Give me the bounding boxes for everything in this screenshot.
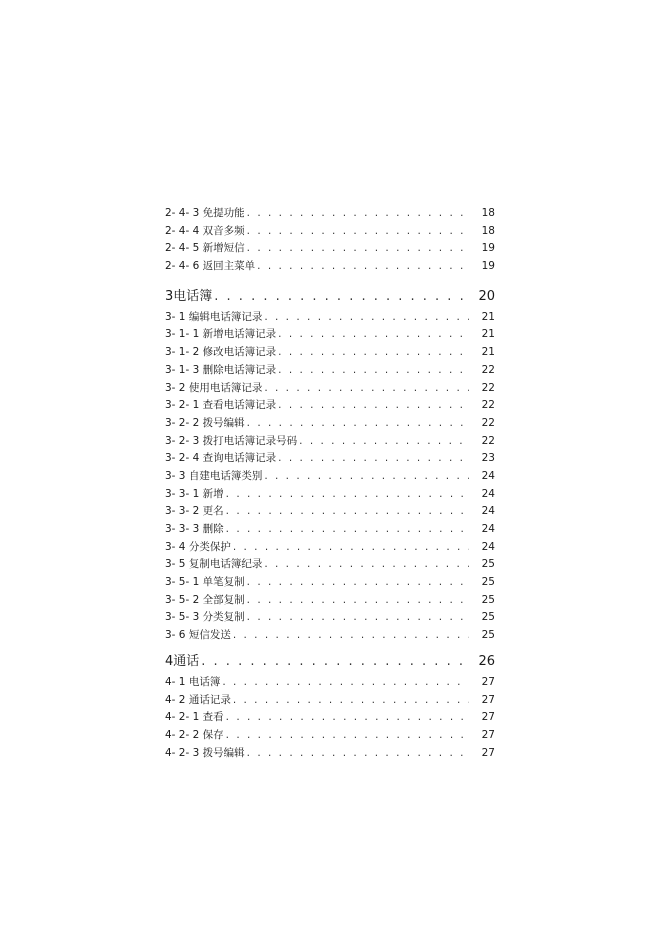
toc-entry-page: 25 bbox=[481, 593, 495, 606]
toc-entry-page: 22 bbox=[481, 434, 495, 447]
toc-entry-page: 19 bbox=[481, 260, 495, 273]
dot-leader bbox=[247, 609, 469, 627]
toc-entry-page: 24 bbox=[481, 523, 495, 535]
toc-entry-title: 2- 4- 5 新增短信 bbox=[165, 242, 245, 255]
toc-entry[interactable] bbox=[165, 205, 495, 223]
toc-chapter-entry[interactable] bbox=[165, 651, 495, 673]
toc-entry-title: 2- 4- 6 返回主菜单 bbox=[165, 260, 256, 273]
toc-entry[interactable] bbox=[165, 627, 495, 645]
toc-entry[interactable] bbox=[165, 380, 495, 398]
dot-leader bbox=[222, 674, 469, 692]
dot-leader bbox=[264, 309, 469, 327]
dot-leader bbox=[226, 486, 469, 504]
toc-entry-title: 3- 5- 3 分类复制 bbox=[165, 611, 245, 624]
toc-entry-page: 22 bbox=[481, 381, 495, 394]
dot-leader bbox=[247, 223, 469, 241]
toc-entry-page: 24 bbox=[481, 540, 495, 553]
dot-leader bbox=[278, 397, 469, 415]
table-of-contents bbox=[165, 205, 495, 762]
toc-entry[interactable] bbox=[165, 468, 495, 486]
toc-entry-title: 3- 5 复制电话簿纪录 bbox=[165, 558, 263, 571]
dot-leader bbox=[278, 344, 469, 362]
toc-entry-title: 3- 1- 2 修改电话簿记录 bbox=[165, 346, 277, 359]
toc-entry[interactable] bbox=[165, 574, 495, 592]
toc-entry-title: 2- 4- 3 免提功能 bbox=[165, 207, 245, 219]
toc-entry[interactable] bbox=[165, 362, 495, 380]
toc-entry[interactable] bbox=[165, 258, 495, 276]
toc-entry-title: 4- 1 电话簿 bbox=[165, 675, 221, 688]
toc-entry-title: 4- 2 通话记录 bbox=[165, 693, 231, 706]
dot-leader bbox=[247, 574, 469, 592]
toc-entry-title: 3- 1- 3 删除电话簿记录 bbox=[165, 363, 277, 376]
dot-leader bbox=[247, 745, 469, 763]
toc-entry[interactable] bbox=[165, 433, 495, 451]
toc-entry-page: 27 bbox=[481, 746, 495, 759]
dot-leader bbox=[247, 205, 469, 223]
dot-leader bbox=[233, 539, 469, 557]
toc-entry-page: 27 bbox=[481, 728, 495, 741]
dot-leader bbox=[278, 362, 469, 380]
toc-entry-title: 3- 2 使用电话簿记录 bbox=[165, 381, 263, 394]
toc-entry-title: 4- 2- 1 查看 bbox=[165, 711, 224, 724]
toc-entry-page: 27 bbox=[481, 693, 495, 706]
toc-entry[interactable] bbox=[165, 556, 495, 574]
toc-entry-page: 22 bbox=[481, 416, 495, 429]
toc-entry[interactable] bbox=[165, 326, 495, 344]
toc-entry-page: 18 bbox=[481, 224, 495, 237]
toc-entry-title: 3- 3 自建电话簿类别 bbox=[165, 469, 263, 482]
toc-entry[interactable] bbox=[165, 240, 495, 258]
toc-entry-title: 4- 2- 3 拨号编辑 bbox=[165, 746, 245, 759]
toc-entry-page: 27 bbox=[481, 711, 495, 724]
dot-leader bbox=[226, 521, 469, 539]
toc-entry-title: 3- 5- 1 单笔复制 bbox=[165, 576, 245, 589]
toc-chapter-title: 4通话 bbox=[165, 653, 200, 669]
dot-leader bbox=[247, 592, 469, 610]
toc-entry-page: 21 bbox=[481, 328, 495, 341]
toc-entry-page: 25 bbox=[481, 558, 495, 571]
toc-entry-title: 3- 2- 3 拨打电话簿记录号码 bbox=[165, 434, 298, 447]
toc-entry[interactable] bbox=[165, 397, 495, 415]
toc-entry-title: 3- 3- 1 新增 bbox=[165, 487, 224, 500]
toc-entry[interactable] bbox=[165, 709, 495, 727]
toc-entry-page: 23 bbox=[481, 452, 495, 465]
toc-entry[interactable] bbox=[165, 521, 495, 539]
dot-leader bbox=[278, 326, 469, 344]
toc-entry[interactable] bbox=[165, 592, 495, 610]
dot-leader bbox=[264, 556, 469, 574]
toc-entry-page: 25 bbox=[481, 629, 495, 642]
toc-entry-page: 22 bbox=[481, 363, 495, 376]
toc-entry[interactable] bbox=[165, 415, 495, 433]
toc-entry-page: 19 bbox=[481, 242, 495, 255]
toc-entry-page: 24 bbox=[481, 469, 495, 482]
toc-entry-title: 3- 1- 1 新增电话簿记录 bbox=[165, 328, 277, 341]
toc-entry-title: 3- 3- 2 更名 bbox=[165, 505, 224, 518]
dot-leader bbox=[264, 468, 469, 486]
toc-entry-page: 24 bbox=[481, 505, 495, 518]
toc-chapter-page: 26 bbox=[478, 653, 495, 669]
dot-leader bbox=[201, 651, 469, 673]
toc-entry[interactable] bbox=[165, 344, 495, 362]
toc-entry[interactable] bbox=[165, 692, 495, 710]
dot-leader bbox=[257, 258, 469, 276]
toc-entry-page: 27 bbox=[481, 675, 495, 688]
toc-chapter-entry[interactable] bbox=[165, 286, 495, 308]
toc-entry-title: 3- 2- 4 查询电话簿记录 bbox=[165, 452, 277, 465]
dot-leader bbox=[278, 450, 469, 468]
toc-entry-title: 3- 3- 3 删除 bbox=[165, 523, 224, 535]
toc-entry-title: 2- 4- 4 双音多频 bbox=[165, 224, 245, 237]
toc-entry[interactable] bbox=[165, 503, 495, 521]
toc-entry[interactable] bbox=[165, 674, 495, 692]
dot-leader bbox=[247, 240, 469, 258]
toc-entry-title: 3- 4 分类保护 bbox=[165, 540, 231, 553]
toc-entry-page: 25 bbox=[481, 576, 495, 589]
toc-entry-page: 24 bbox=[481, 487, 495, 500]
toc-entry-title: 3- 6 短信发送 bbox=[165, 629, 231, 642]
toc-entry-page: 25 bbox=[481, 611, 495, 624]
toc-entry[interactable] bbox=[165, 486, 495, 504]
toc-entry-title: 3- 2- 2 拨号编辑 bbox=[165, 416, 245, 429]
toc-entry-title: 3- 2- 1 查看电话簿记录 bbox=[165, 399, 277, 412]
toc-entry[interactable] bbox=[165, 450, 495, 468]
dot-leader bbox=[264, 380, 469, 398]
toc-chapter-page: 20 bbox=[478, 288, 495, 304]
dot-leader bbox=[233, 692, 469, 710]
toc-entry[interactable] bbox=[165, 727, 495, 745]
toc-entry-page: 18 bbox=[481, 207, 495, 219]
dot-leader bbox=[226, 709, 469, 727]
toc-entry[interactable] bbox=[165, 223, 495, 241]
toc-entry[interactable] bbox=[165, 745, 495, 763]
toc-entry-page: 22 bbox=[481, 399, 495, 412]
toc-entry[interactable] bbox=[165, 539, 495, 557]
toc-entry-title: 3- 1 编辑电话簿记录 bbox=[165, 310, 263, 323]
dot-leader bbox=[233, 627, 469, 645]
dot-leader bbox=[247, 415, 469, 433]
toc-entry-title: 4- 2- 2 保存 bbox=[165, 728, 224, 741]
toc-entry[interactable] bbox=[165, 609, 495, 627]
toc-entry-page: 21 bbox=[481, 346, 495, 359]
dot-leader bbox=[226, 503, 469, 521]
toc-entry[interactable] bbox=[165, 309, 495, 327]
dot-leader bbox=[299, 433, 469, 451]
dot-leader bbox=[226, 727, 469, 745]
toc-entry-page: 21 bbox=[481, 310, 495, 323]
toc-chapter-title: 3电话簿 bbox=[165, 288, 213, 304]
toc-entry-title: 3- 5- 2 全部复制 bbox=[165, 593, 245, 606]
dot-leader bbox=[214, 286, 469, 308]
